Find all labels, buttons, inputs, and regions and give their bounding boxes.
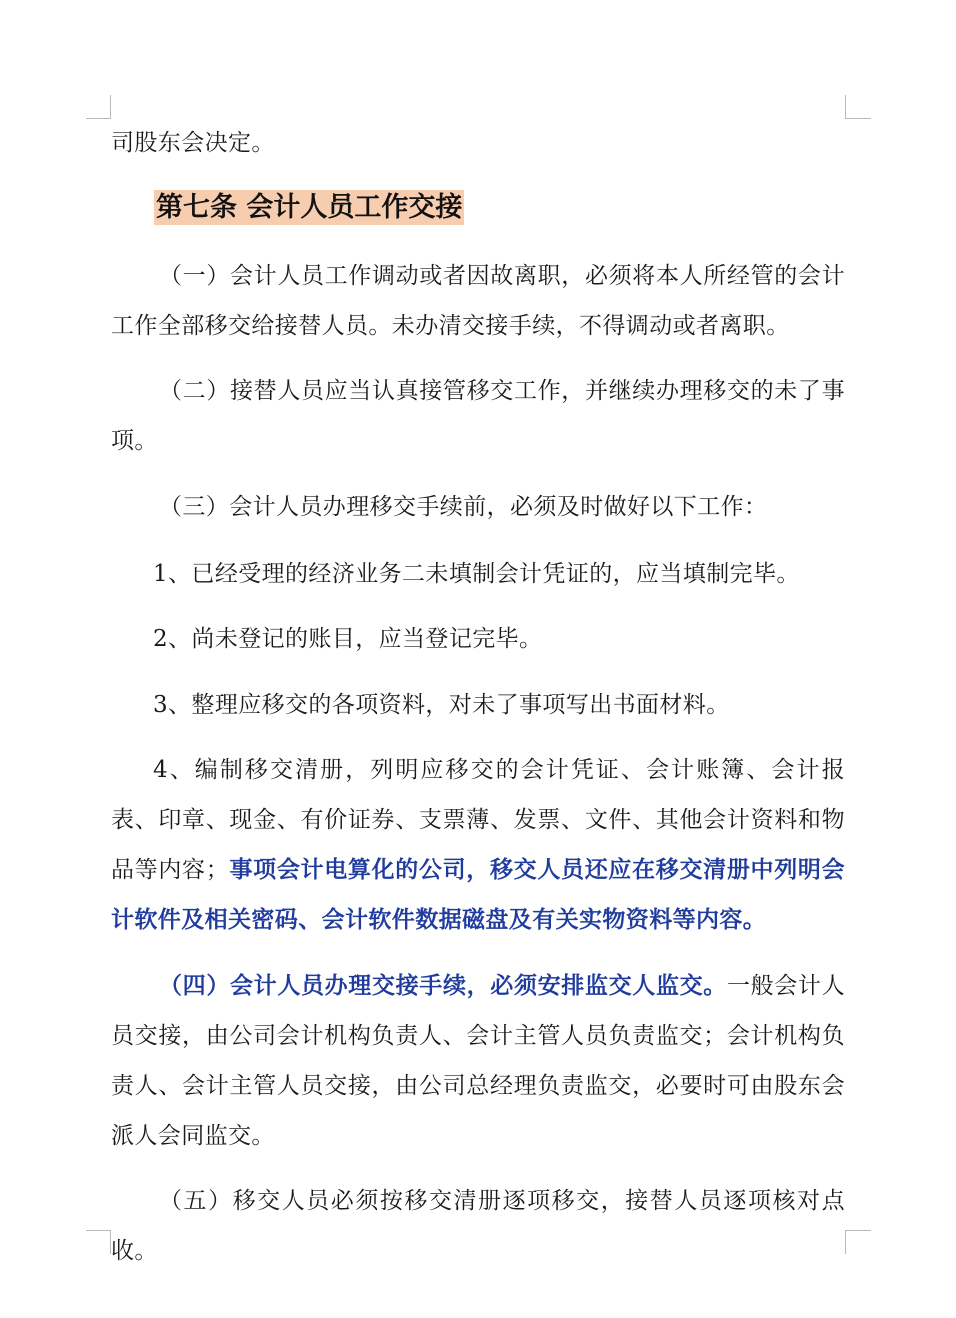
paragraph-4-emphasis: （四）会计人员办理交接手续，必须安排监交人监交。 <box>159 972 727 999</box>
crop-mark <box>845 1230 846 1254</box>
crop-mark <box>86 1230 110 1231</box>
crop-mark <box>845 118 871 119</box>
section-heading <box>154 188 464 228</box>
paragraph-2: （二）接替人员应当认真接管移交工作，并继续办理移交的未了事项。 <box>111 378 845 454</box>
paragraph-5: （五）移交人员必须按移交清册逐项移交，接替人员逐项核对点收。 <box>111 1188 845 1264</box>
crop-mark <box>845 1230 871 1231</box>
list-item-4-emphasis: 事项会计电算化的公司，移交人员还应在移交清册中列明会计软件及相关密码、会计软件数据磁盘及有关实物资料等内容。 <box>111 856 846 933</box>
list-item-4 <box>111 745 845 945</box>
paragraph-4 <box>111 961 845 1161</box>
paragraph-3: （三）会计人员办理移交手续前，必须及时做好以下工作： <box>159 494 768 520</box>
list-item-3: 3、整理应移交的各项资料，对未了事项写出书面材料。 <box>153 692 730 718</box>
paragraph-4-text: 一般会计人员交接，由公司会计机构负责人、会计主管人员负责监交；会计机构负责人、会计主管人员交接，由公司总经理负责监交，必要时可由股东会派人会同监交。 <box>111 973 845 1149</box>
list-item-4-text: 4、编制移交清册，列明应移交的会计凭证、会计账簿、会计报表、印章、现金、有价证券、支票薄、发票、文件、其他会计资料和物品等内容； <box>111 757 845 883</box>
crop-mark <box>845 95 846 119</box>
continuation-line: 司股东会决定。 <box>111 130 275 156</box>
list-item-2: 2、尚未登记的账目，应当登记完毕。 <box>153 626 543 652</box>
crop-mark <box>110 95 111 119</box>
crop-mark <box>86 118 110 119</box>
paragraph-1: （一）会计人员工作调动或者因故离职，必须将本人所经管的会计工作全部移交给接替人员。未办清交接手续，不得调动或者离职。 <box>111 263 845 339</box>
section-heading-text: 第七条 会计人员工作交接 <box>156 192 463 223</box>
list-item-1: 1、已经受理的经济业务二未填制会计凭证的，应当填制完毕。 <box>153 561 800 587</box>
